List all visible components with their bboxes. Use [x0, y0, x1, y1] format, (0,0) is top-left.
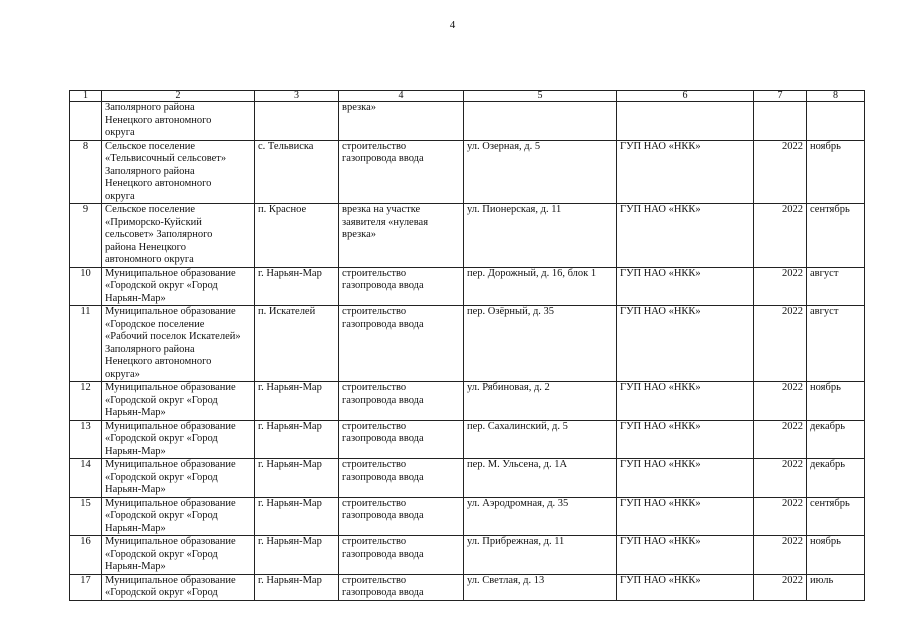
address-cell: ул. Аэродромная, д. 35	[464, 497, 617, 536]
row-number	[70, 102, 102, 141]
row-number: 10	[70, 267, 102, 306]
year-cell: 2022	[754, 140, 807, 204]
row-number: 16	[70, 536, 102, 575]
year-cell: 2022	[754, 497, 807, 536]
address-cell: пер. М. Ульсена, д. 1А	[464, 459, 617, 498]
address-cell: ул. Озерная, д. 5	[464, 140, 617, 204]
address-cell: пер. Дорожный, д. 16, блок 1	[464, 267, 617, 306]
table-row	[70, 204, 865, 268]
organization-cell: ГУП НАО «НКК»	[617, 204, 754, 268]
municipality-cell: Муниципальное образование «Городской округ «Город Нарьян-Мар»	[102, 459, 255, 498]
locality-cell: с. Тельвиска	[255, 140, 339, 204]
organization-cell: ГУП НАО «НКК»	[617, 267, 754, 306]
year-cell: 2022	[754, 536, 807, 575]
locality-cell: г. Нарьян-Мар	[255, 574, 339, 600]
column-header-1: 1	[70, 91, 102, 102]
year-cell: 2022	[754, 420, 807, 459]
municipality-cell: Муниципальное образование «Городской округ «Город Нарьян-Мар»	[102, 267, 255, 306]
locality-cell: г. Нарьян-Мар	[255, 497, 339, 536]
organization-cell: ГУП НАО «НКК»	[617, 420, 754, 459]
address-cell: ул. Рябиновая, д. 2	[464, 382, 617, 421]
locality-cell: г. Нарьян-Мар	[255, 536, 339, 575]
table-row	[70, 102, 865, 141]
municipality-cell: Муниципальное образование «Городской округ «Город	[102, 574, 255, 600]
page-number: 4	[449, 19, 456, 31]
row-number: 9	[70, 204, 102, 268]
column-header-6: 6	[617, 91, 754, 102]
table-row	[70, 382, 865, 421]
year-cell: 2022	[754, 382, 807, 421]
address-cell: пер. Озёрный, д. 35	[464, 306, 617, 382]
address-cell	[464, 102, 617, 141]
gas-connection-table	[69, 90, 865, 601]
month-cell: ноябрь	[807, 382, 865, 421]
year-cell: 2022	[754, 306, 807, 382]
month-cell: декабрь	[807, 420, 865, 459]
month-cell: ноябрь	[807, 140, 865, 204]
row-number: 14	[70, 459, 102, 498]
organization-cell: ГУП НАО «НКК»	[617, 140, 754, 204]
municipality-cell: Муниципальное образование «Городской округ «Город Нарьян-Мар»	[102, 497, 255, 536]
municipality-cell: Муниципальное образование «Городское поселение «Рабочий поселок Искателей» Заполярного района Ненецкого автономного округа»	[102, 306, 255, 382]
month-cell: август	[807, 306, 865, 382]
organization-cell: ГУП НАО «НКК»	[617, 574, 754, 600]
work-type-cell: строительство газопровода ввода	[339, 497, 464, 536]
year-cell: 2022	[754, 267, 807, 306]
year-cell: 2022	[754, 459, 807, 498]
work-type-cell: врезка на участке заявителя «нулевая врезка»	[339, 204, 464, 268]
organization-cell: ГУП НАО «НКК»	[617, 497, 754, 536]
locality-cell: г. Нарьян-Мар	[255, 267, 339, 306]
municipality-cell: Муниципальное образование «Городской округ «Город Нарьян-Мар»	[102, 536, 255, 575]
row-number: 13	[70, 420, 102, 459]
work-type-cell: строительство газопровода ввода	[339, 420, 464, 459]
row-number: 11	[70, 306, 102, 382]
municipality-cell: Сельское поселение «Тельвисочный сельсовет» Заполярного района Ненецкого автономного округа	[102, 140, 255, 204]
work-type-cell: строительство газопровода ввода	[339, 574, 464, 600]
column-header-3: 3	[255, 91, 339, 102]
month-cell	[807, 102, 865, 141]
table-row	[70, 267, 865, 306]
work-type-cell: врезка»	[339, 102, 464, 141]
column-number-row	[70, 91, 865, 102]
month-cell: сентябрь	[807, 204, 865, 268]
work-type-cell: строительство газопровода ввода	[339, 382, 464, 421]
table-row	[70, 536, 865, 575]
year-cell	[754, 102, 807, 141]
month-cell: сентябрь	[807, 497, 865, 536]
locality-cell: г. Нарьян-Мар	[255, 382, 339, 421]
work-type-cell: строительство газопровода ввода	[339, 306, 464, 382]
month-cell: ноябрь	[807, 536, 865, 575]
locality-cell: п. Красное	[255, 204, 339, 268]
column-header-5: 5	[464, 91, 617, 102]
municipality-cell: Заполярного района Ненецкого автономного округа	[102, 102, 255, 141]
column-header-4: 4	[339, 91, 464, 102]
address-cell: ул. Прибрежная, д. 11	[464, 536, 617, 575]
work-type-cell: строительство газопровода ввода	[339, 536, 464, 575]
year-cell: 2022	[754, 574, 807, 600]
month-cell: июль	[807, 574, 865, 600]
locality-cell	[255, 102, 339, 141]
organization-cell: ГУП НАО «НКК»	[617, 459, 754, 498]
work-type-cell: строительство газопровода ввода	[339, 459, 464, 498]
table-row	[70, 497, 865, 536]
row-number: 17	[70, 574, 102, 600]
column-header-8: 8	[807, 91, 865, 102]
table-row	[70, 459, 865, 498]
municipality-cell: Муниципальное образование «Городской округ «Город Нарьян-Мар»	[102, 382, 255, 421]
year-cell: 2022	[754, 204, 807, 268]
municipality-cell: Муниципальное образование «Городской округ «Город Нарьян-Мар»	[102, 420, 255, 459]
table-row	[70, 306, 865, 382]
table-row	[70, 420, 865, 459]
municipality-cell: Сельское поселение «Приморско-Куйский сельсовет» Заполярного района Ненецкого автономного округа	[102, 204, 255, 268]
organization-cell: ГУП НАО «НКК»	[617, 306, 754, 382]
row-number: 15	[70, 497, 102, 536]
month-cell: декабрь	[807, 459, 865, 498]
table-row	[70, 140, 865, 204]
row-number: 12	[70, 382, 102, 421]
organization-cell: ГУП НАО «НКК»	[617, 382, 754, 421]
column-header-7: 7	[754, 91, 807, 102]
month-cell: август	[807, 267, 865, 306]
address-cell: ул. Светлая, д. 13	[464, 574, 617, 600]
locality-cell: г. Нарьян-Мар	[255, 459, 339, 498]
work-type-cell: строительство газопровода ввода	[339, 267, 464, 306]
work-type-cell: строительство газопровода ввода	[339, 140, 464, 204]
table-row	[70, 574, 865, 600]
column-header-2: 2	[102, 91, 255, 102]
locality-cell: г. Нарьян-Мар	[255, 420, 339, 459]
address-cell: ул. Пионерская, д. 11	[464, 204, 617, 268]
locality-cell: п. Искателей	[255, 306, 339, 382]
organization-cell	[617, 102, 754, 141]
address-cell: пер. Сахалинский, д. 5	[464, 420, 617, 459]
organization-cell: ГУП НАО «НКК»	[617, 536, 754, 575]
row-number: 8	[70, 140, 102, 204]
